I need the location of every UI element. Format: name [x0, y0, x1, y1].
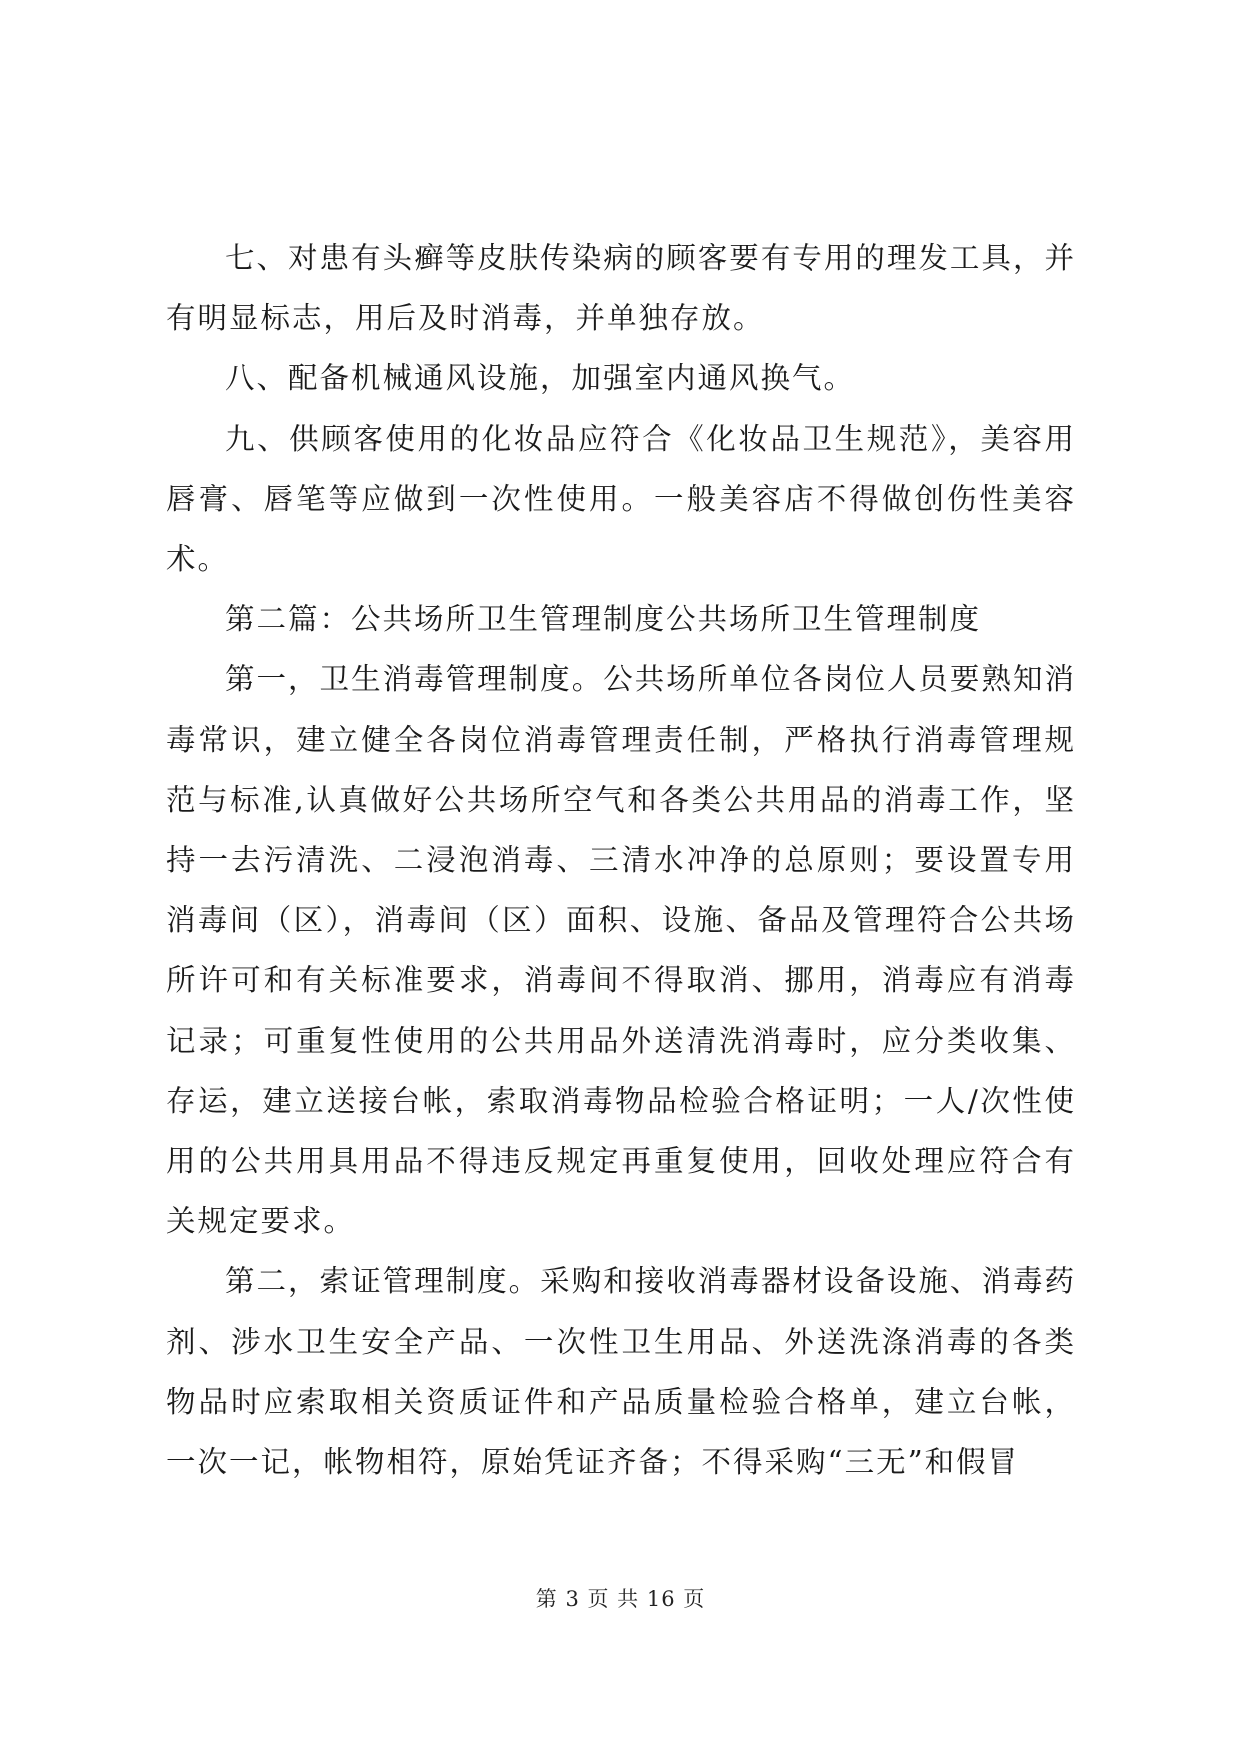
paragraph-certification-rules: 第二，索证管理制度。采购和接收消毒器材设备设施、消毒药剂、涉水卫生安全产品、一次性卫生用品、外送洗涤消毒的各类物品时应索取相关资质证件和产品质量检验合格单，建立台帐，一次一记，帐物相符，原始凭证齐备；不得采购“三无”和假冒	[166, 1264, 1076, 1480]
document-body	[166, 228, 1076, 1492]
page-footer: 第 3 页 共 16 页	[535, 1587, 706, 1611]
section-heading-part-two: 第二篇：公共场所卫生管理制度公共场所卫生管理制度	[225, 602, 982, 637]
paragraph-disinfection-rules: 第一，卫生消毒管理制度。公共场所单位各岗位人员要熟知消毒常识，建立健全各岗位消毒管理责任制，严格执行消毒管理规范与标准,认真做好公共场所空气和各类公共用品的消毒工作，坚持一去污清洗、二浸泡消毒、三清水冲净的总原则；要设置专用消毒间（区），消毒间（区）面积、设施、备品及管理符合公共场所许可和有关标准要求，消毒间不得取消、挪用，消毒应有消毒记录；可重复性使用的公共用品外送清洗消毒时，应分类收集、存运，建立送接台帐，索取消毒物品检验合格证明；一人/次性使用的公共用具用品不得违反规定再重复使用，回收处理应符合有关规定要求。	[166, 662, 1076, 1239]
paragraph-9-cosmetics: 九、供顾客使用的化妆品应符合《化妆品卫生规范》，美容用唇膏、唇笔等应做到一次性使用。一般美容店不得做创伤性美容术。	[166, 421, 1076, 577]
paragraph-7-hair-tools: 七、对患有头癣等皮肤传染病的顾客要有专用的理发工具，并有明显标志，用后及时消毒，并单独存放。	[166, 241, 1076, 336]
paragraph-8-ventilation: 八、配备机械通风设施，加强室内通风换气。	[225, 361, 856, 396]
